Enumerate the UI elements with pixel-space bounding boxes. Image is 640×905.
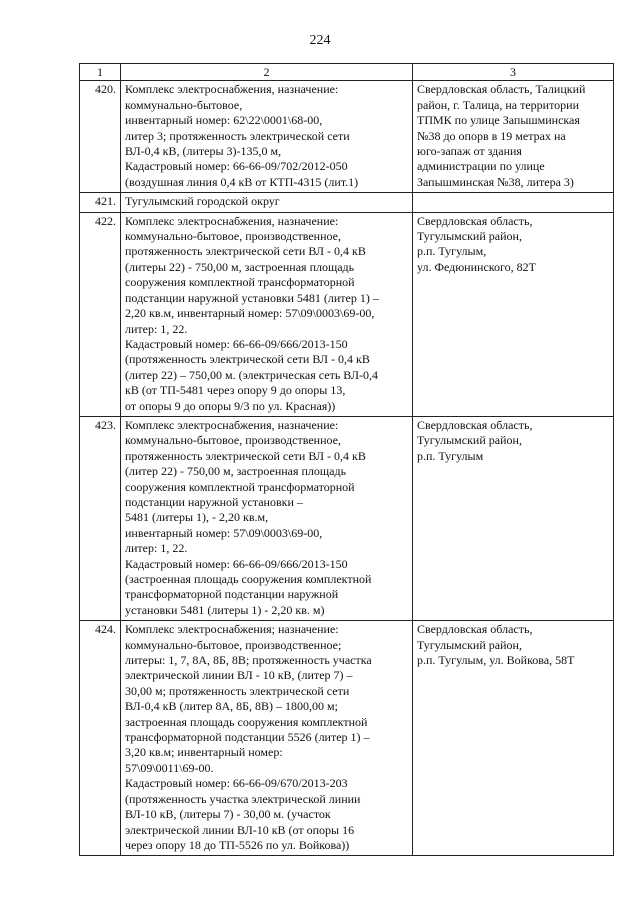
description-line: Тугулымский городской округ <box>125 194 280 209</box>
table-row <box>80 621 614 856</box>
description-line: ВЛ-0,4 кВ (литер 8А, 8Б, 8В) – 1800,00 м; <box>125 699 338 714</box>
description-line: протяженность электрической сети ВЛ - 0,4 кВ <box>125 244 366 259</box>
object-description <box>121 621 413 856</box>
description-line: (застроенная площадь сооружения комплектной <box>125 572 372 586</box>
description-line: сооружения комплектной трансформаторной <box>125 275 355 290</box>
address-line: №38 до опорв в 19 метрах на <box>417 128 566 143</box>
description-line: электрической линии ВЛ-10 кВ (от опоры 16 <box>125 822 355 837</box>
address-line: Тугулымский район, <box>417 229 522 244</box>
description-line: литер 3; протяженность электрической сети <box>125 128 350 143</box>
column-header-1: 1 <box>80 64 121 81</box>
description-line: (литеры 22) - 750,00 м, застроенная площадь <box>125 259 355 274</box>
object-address <box>413 212 614 416</box>
object-description <box>121 193 413 212</box>
object-address <box>413 193 614 212</box>
description-line: 5481 (литеры 1), - 2,20 кв.м, <box>125 510 269 525</box>
description-line: инвентарный номер: 62\22\0001\68-00, <box>125 113 323 128</box>
table-row <box>80 81 614 193</box>
description-line: 57\09\0011\69-00. <box>125 760 214 775</box>
description-line: коммунально-бытовое, <box>125 97 243 112</box>
object-address <box>413 621 614 856</box>
row-number: 420. <box>80 81 121 193</box>
description-line: кВ (от ТП-5481 через опору 9 до опоры 13, <box>125 383 346 398</box>
description-line: коммунально-бытовое, производственное; <box>125 637 342 652</box>
address-line: ТПМК по улице Запышминская <box>417 113 580 128</box>
object-description <box>121 416 413 620</box>
description-line: Кадастровый номер: 66-66-09/666/2013-150 <box>125 556 348 571</box>
row-number: 424. <box>80 621 121 856</box>
description-line: ВЛ-10 кВ, (литеры 7) - 30,00 м. (участок <box>125 807 331 822</box>
description-line: литер: 1, 22. <box>125 321 188 336</box>
description-line: Комплекс электроснабжения, назначение: <box>125 417 339 432</box>
address-line: р.п. Тугулым <box>417 448 484 463</box>
description-line: ВЛ-0,4 кВ, (литеры 3)-135,0 м, <box>125 144 282 159</box>
object-address <box>413 81 614 193</box>
description-line: подстанции наружной установки 5481 (литер 1) – <box>125 290 379 305</box>
description-line: протяженность электрической сети ВЛ - 0,4 кВ <box>125 448 366 463</box>
description-line: через опору 18 до ТП-5526 по ул. Войкова)) <box>125 837 350 852</box>
description-line: литер: 1, 22. <box>125 541 188 556</box>
row-number: 421. <box>80 193 121 212</box>
table-row <box>80 416 614 620</box>
description-line: 2,20 кв.м, инвентарный номер: 57\09\0003\69-00, <box>125 306 375 321</box>
address-line: район, г. Талица, на территории <box>417 97 580 112</box>
object-address <box>413 416 614 620</box>
description-line: Комплекс электроснабжения; назначение: <box>125 622 339 637</box>
description-line: электрической линии ВЛ - 10 кВ, (литер 7) – <box>125 668 353 683</box>
address-line: администрации по улице <box>417 159 545 174</box>
description-line: 30,00 м; протяженность электрической сети <box>125 683 350 698</box>
description-line: коммунально-бытовое, производственное, <box>125 433 341 448</box>
row-number: 423. <box>80 416 121 620</box>
description-line: (протяженность электрической сети ВЛ - 0,4 кВ <box>125 352 370 367</box>
description-line: Кадастровый номер: 66-66-09/670/2013-203 <box>125 776 348 791</box>
description-line: (протяженность участка электрической линии <box>125 791 361 806</box>
address-line: Свердловская область, <box>417 417 533 432</box>
table-row <box>80 212 614 416</box>
description-line: коммунально-бытовое, производственное, <box>125 229 341 244</box>
description-line: установки 5481 (литеры 1) - 2,20 кв. м) <box>125 602 325 617</box>
description-line: (литер 22) - 750,00 м, застроенная площадь <box>125 464 347 479</box>
description-line: инвентарный номер: 57\09\0003\69-00, <box>125 525 323 540</box>
object-description <box>121 212 413 416</box>
address-line: р.п. Тугулым, <box>417 244 487 259</box>
description-line: Кадастровый номер: 66-66-09/702/2012-050 <box>125 159 348 174</box>
description-line: (воздушная линия 0,4 кВ от КТП-4315 (лит.1) <box>125 174 359 189</box>
address-line: ул. Федюнинского, 82Т <box>417 259 536 274</box>
address-line: Свердловская область, Талицкий <box>417 82 586 97</box>
header-row <box>80 64 614 81</box>
description-line: трансформаторной подстанции 5526 (литер 1) – <box>125 730 370 745</box>
description-line: от опоры 9 до опоры 9/3 по ул. Красная)) <box>125 398 336 413</box>
address-line: Тугулымский район, <box>417 637 522 652</box>
address-line: Свердловская область, <box>417 213 533 228</box>
description-line: 3,20 кв.м; инвентарный номер: <box>125 745 283 760</box>
description-line: Кадастровый номер: 66-66-09/666/2013-150 <box>125 336 348 351</box>
address-line: р.п. Тугулым, ул. Войкова, 58Т <box>417 653 575 668</box>
row-number: 422. <box>80 212 121 416</box>
description-line: Комплекс электроснабжения, назначение: <box>125 213 339 228</box>
page-number: 224 <box>309 33 331 48</box>
description-line: трансформаторной подстанции наружной <box>125 587 339 602</box>
address-line: юго-запаж от здания <box>417 144 522 159</box>
register-table <box>79 63 614 856</box>
column-header-3: 3 <box>413 64 614 81</box>
description-line: Комплекс электроснабжения, назначение: <box>125 82 339 97</box>
description-line: подстанции наружной установки – <box>125 494 303 509</box>
description-line: сооружения комплектной трансформаторной <box>125 479 355 494</box>
object-description <box>121 81 413 193</box>
description-line: застроенная площадь сооружения комплектной <box>125 714 368 729</box>
table-row <box>80 193 614 212</box>
description-line: (литер 22) – 750,00 м. (электрическая сеть ВЛ-0,4 <box>125 367 378 382</box>
description-line: литеры: 1, 7, 8А, 8Б, 8В; протяженность участка <box>125 653 372 668</box>
address-line: Запышминская №38, литера 3) <box>417 174 574 189</box>
address-line: Свердловская область, <box>417 622 533 637</box>
column-header-2: 2 <box>121 64 413 81</box>
address-line: Тугулымский район, <box>417 433 522 448</box>
